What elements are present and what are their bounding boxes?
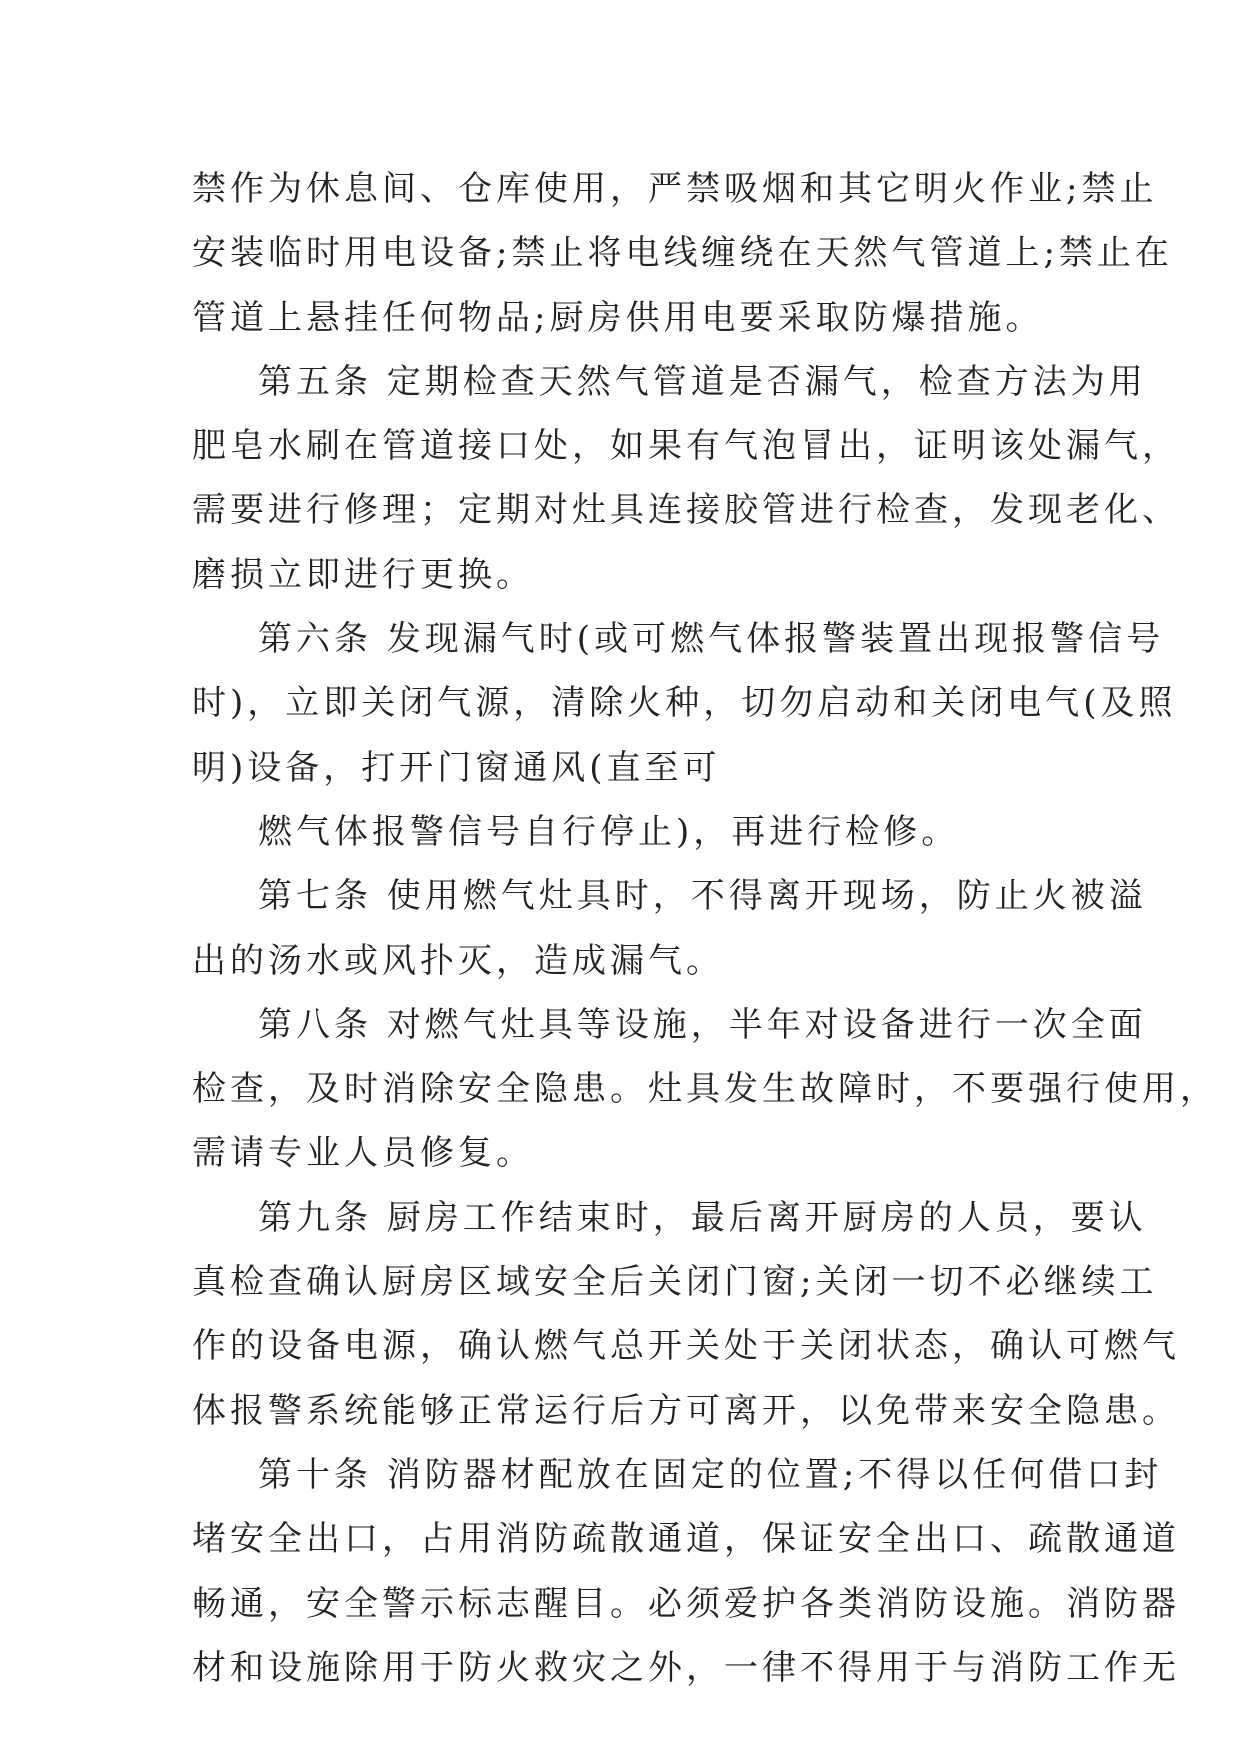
text-line: 真检查确认厨房区域安全后关闭门窗;关闭一切不必继续工 xyxy=(192,1262,1158,1303)
text-line: 第五条 定期检查天然气管道是否漏气，检查方法为用 xyxy=(258,361,1147,402)
text-line: 需要进行修理；定期对灶具连接胶管进行检查，发现老化、 xyxy=(192,490,1180,531)
text-line: 检查，及时消除安全隐患。灶具发生故障时，不要强行使用， xyxy=(192,1069,1218,1110)
text-line: 明)设备，打开门窗通风(直至可 xyxy=(192,747,721,788)
text-line: 燃气体报警信号自行停止)，再进行检修。 xyxy=(258,811,960,852)
text-line: 肥皂水刷在管道接口处，如果有气泡冒出，证明该处漏气， xyxy=(192,426,1180,467)
text-line: 第八条 对燃气灶具等设施，半年对设备进行一次全面 xyxy=(258,1004,1147,1045)
text-line: 管道上悬挂任何物品;厨房供用电要采取防爆措施。 xyxy=(192,297,1044,338)
text-line: 需请专业人员修复。 xyxy=(192,1133,534,1174)
text-line: 作的设备电源，确认燃气总开关处于关闭状态，确认可燃气 xyxy=(192,1326,1180,1367)
text-line: 第七条 使用燃气灶具时，不得离开现场，防止火被溢 xyxy=(258,876,1147,917)
text-line: 第九条 厨房工作结束时，最后离开厨房的人员，要认 xyxy=(258,1197,1147,1238)
text-line: 第六条 发现漏气时(或可燃气体报警装置出现报警信号 xyxy=(258,619,1165,660)
text-line: 畅通，安全警示标志醒目。必须爱护各类消防设施。消防器 xyxy=(192,1583,1180,1624)
text-line: 安装临时用电设备;禁止将电线缠绕在天然气管道上;禁止在 xyxy=(192,233,1173,274)
text-line: 出的汤水或风扑灭，造成漏气。 xyxy=(192,940,724,981)
text-line: 堵安全出口，占用消防疏散通道，保证安全出口、疏散通道 xyxy=(192,1519,1180,1560)
document-body xyxy=(192,157,1218,1700)
text-line: 禁作为休息间、仓库使用，严禁吸烟和其它明火作业;禁止 xyxy=(192,169,1158,209)
text-line: 磨损立即进行更换。 xyxy=(192,554,534,595)
text-line: 体报警系统能够正常运行后方可离开，以免带来安全隐患。 xyxy=(192,1390,1180,1431)
text-line: 材和设施除用于防火救灾之外，一律不得用于与消防工作无 xyxy=(192,1647,1180,1688)
text-line: 时)，立即关闭气源，清除火种，切勿启动和关闭电气(及照 xyxy=(192,683,1177,724)
text-line: 第十条 消防器材配放在固定的位置;不得以任何借口封 xyxy=(258,1454,1163,1495)
